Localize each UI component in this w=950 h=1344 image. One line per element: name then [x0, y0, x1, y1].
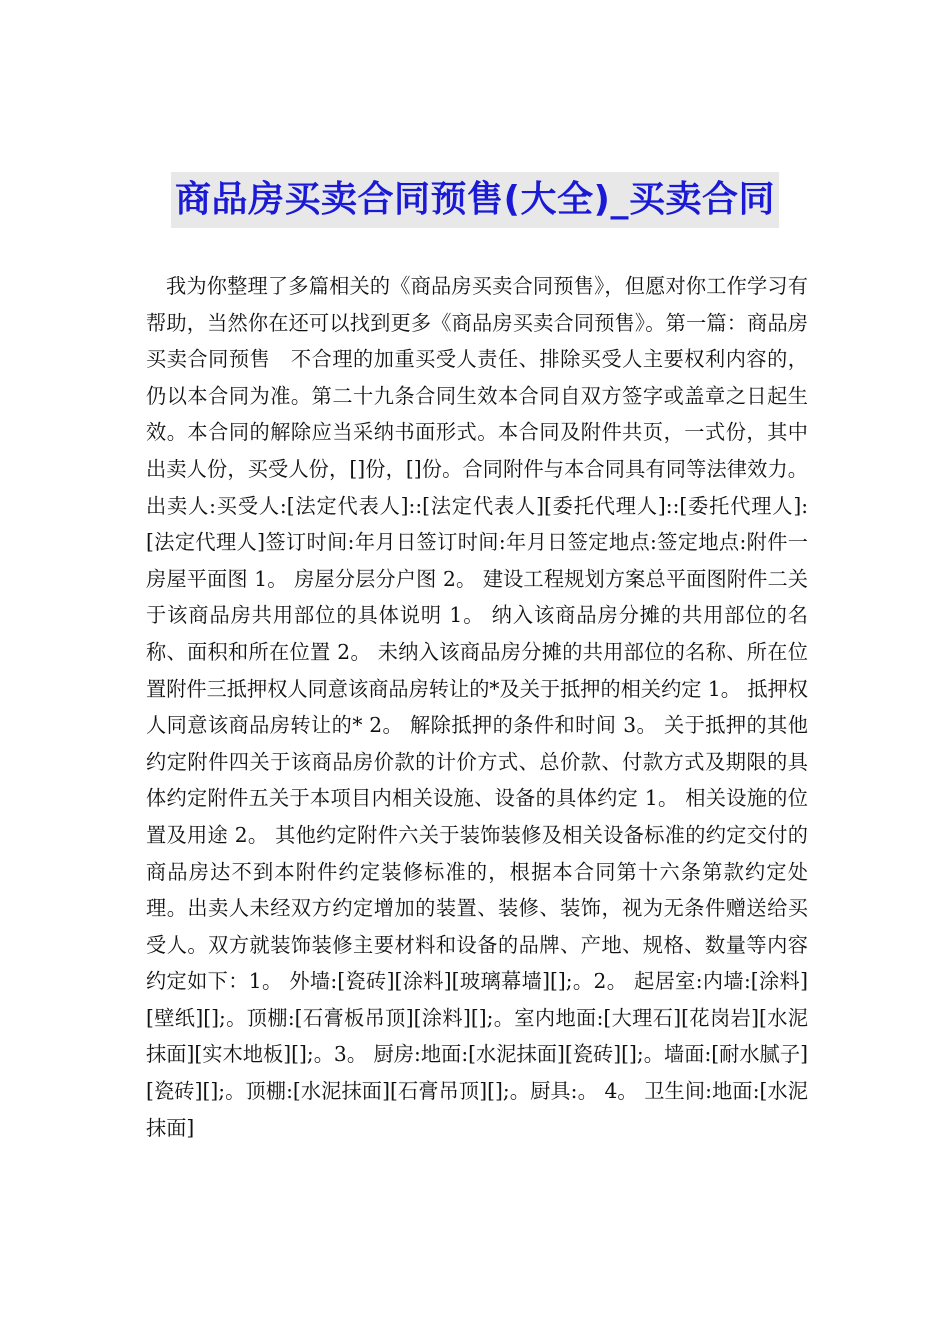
document-title: 商品房买卖合同预售(大全)_买卖合同: [171, 172, 779, 228]
title-container: [0, 172, 950, 228]
document-body: 我为你整理了多篇相关的《商品房买卖合同预售》，但愿对你工作学习有帮助，当然你在还可以找到更多《商品房买卖合同预售》。第一篇：商品房买卖合同预售 不合理的加重买受人责任、排除买受人主要权利内容的，仍以本合同为准。第二十九条合同生效本合同自双方签字或盖章之日起生效。本合同的解除应当采纳书面形式。本合同及附件共页，一式份，其中出卖人份，买受人份，[]份，[]份。合同附件与本合同具有同等法律效力。出卖人:买受人:[法定代表人]::[法定代表人][委托代理人]::[委托代理人]:[法定代理人]签订时间:年月日签订时间:年月日签定地点:签定地点:附件一房屋平面图 1。 房屋分层分户图 2。 建设工程规划方案总平面图附件二关于该商品房共用部位的具体说明 1。 纳入该商品房分摊的共用部位的名称、面积和所在位置 2。 未纳入该商品房分摊的共用部位的名称、所在位置附件三抵押权人同意该商品房转让的*及关于抵押的相关约定 1。 抵押权人同意该商品房转让的* 2。 解除抵押的条件和时间 3。 关于抵押的其他约定附件四关于该商品房价款的计价方式、总价款、付款方式及期限的具体约定附件五关于本项目内相关设施、设备的具体约定 1。 相关设施的位置及用途 2。 其他约定附件六关于装饰装修及相关设备标准的约定交付的商品房达不到本附件约定装修标准的，根据本合同第十六条第款约定处理。出卖人未经双方约定增加的装置、装修、装饰，视为无条件赠送给买受人。双方就装饰装修主要材料和设备的品牌、产地、规格、数量等内容约定如下：1。 外墙:[瓷砖][涂料][玻璃幕墙][];。2。 起居室:内墙:[涂料][壁纸][];。顶棚:[石膏板吊顶][涂料][];。室内地面:[大理石][花岗岩][水泥抹面][实木地板][];。3。 厨房:地面:[水泥抹面][瓷砖][];。墙面:[耐水腻子][瓷砖][];。顶棚:[水泥抹面][石膏吊顶][];。厨具:。 4。 卫生间:地面:[水泥抹面]: [146, 274, 808, 1140]
